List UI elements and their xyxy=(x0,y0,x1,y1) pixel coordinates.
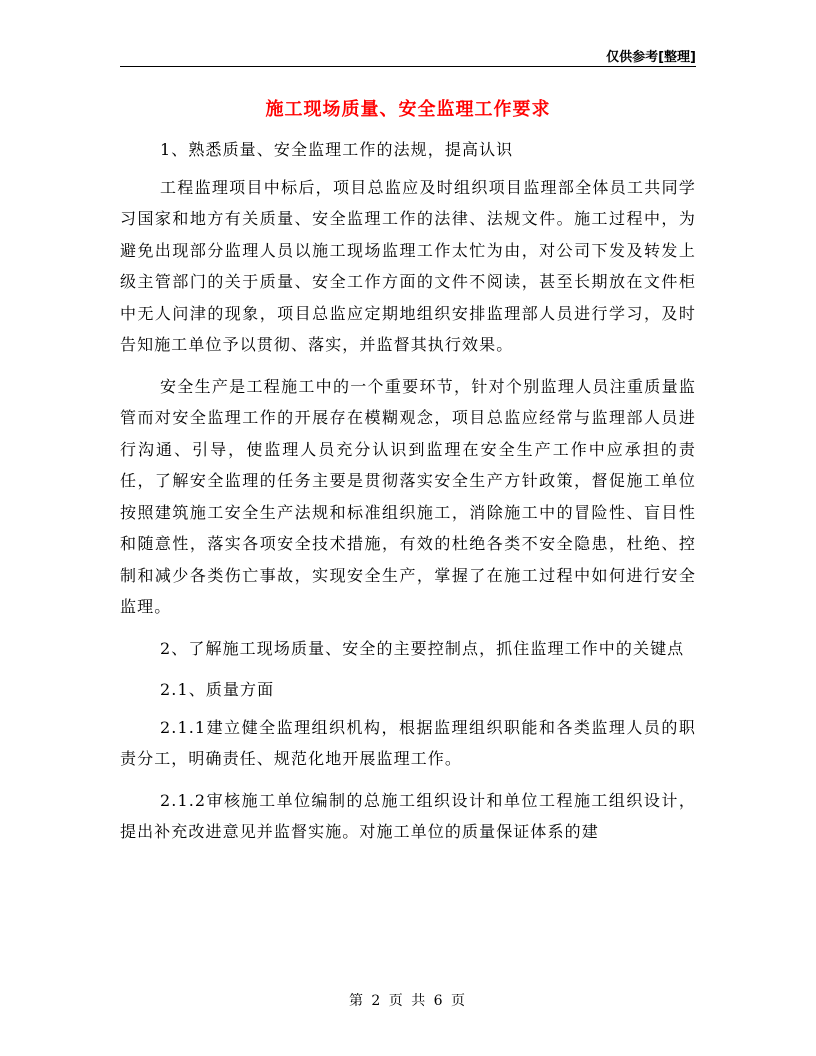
paragraph-5: 2.1、质量方面 xyxy=(160,680,275,699)
document-body xyxy=(120,96,696,858)
paragraph-2: 工程监理项目中标后，项目总监应及时组织项目监理部全体员工共同学习国家和地方有关质量、安全监理工作的法律、法规文件。施工过程中，为避免出现部分监理人员以施工现场监理工作太忙为由，对公司下发及转发上级主管部门的关于质量、安全工作方面的文件不阅读，甚至长期放在文件柜中无人问津的现象，项目总监应定期地组织安排监理部人员进行学习，及时告知施工单位予以贯彻、落实，并监督其执行效果。 xyxy=(120,177,696,354)
paragraph-3: 安全生产是工程施工中的一个重要环节，针对个别监理人员注重质量监管而对安全监理工作的开展存在模糊观念，项目总监应经常与监理部人员进行沟通、引导，使监理人员充分认识到监理在安全生产工作中应承担的责任，了解安全监理的任务主要是贯彻落实安全生产方针政策，督促施工单位按照建筑施工安全生产法规和标准组织施工，消除施工中的冒险性、盲目性和随意性，落实各项安全技术措施，有效的杜绝各类不安全隐患，杜绝、控制和减少各类伤亡事故，实现安全生产，掌握了在施工过程中如何进行安全监理。 xyxy=(120,376,696,616)
paragraph-7: 2.1.2审核施工单位编制的总施工组织设计和单位工程施工组织设计，提出补充改进意见并监督实施。对施工单位的质量保证体系的建 xyxy=(120,790,696,841)
document-title: 施工现场质量、安全监理工作要求 xyxy=(265,99,551,120)
paragraph-6: 2.1.1建立健全监理组织机构，根据监理组织职能和各类监理人员的职责分工，明确责任、规范化地开展监理工作。 xyxy=(120,717,696,768)
paragraph-1: 1、熟悉质量、安全监理工作的法规，提高认识 xyxy=(160,140,514,159)
header-note: 仅供参考[整理] xyxy=(606,50,696,65)
header-divider xyxy=(120,66,696,67)
page-number: 第 2 页 共 6 页 xyxy=(348,993,468,1009)
paragraph-4: 2、了解施工现场质量、安全的主要控制点，抓住监理工作中的关键点 xyxy=(160,638,685,658)
